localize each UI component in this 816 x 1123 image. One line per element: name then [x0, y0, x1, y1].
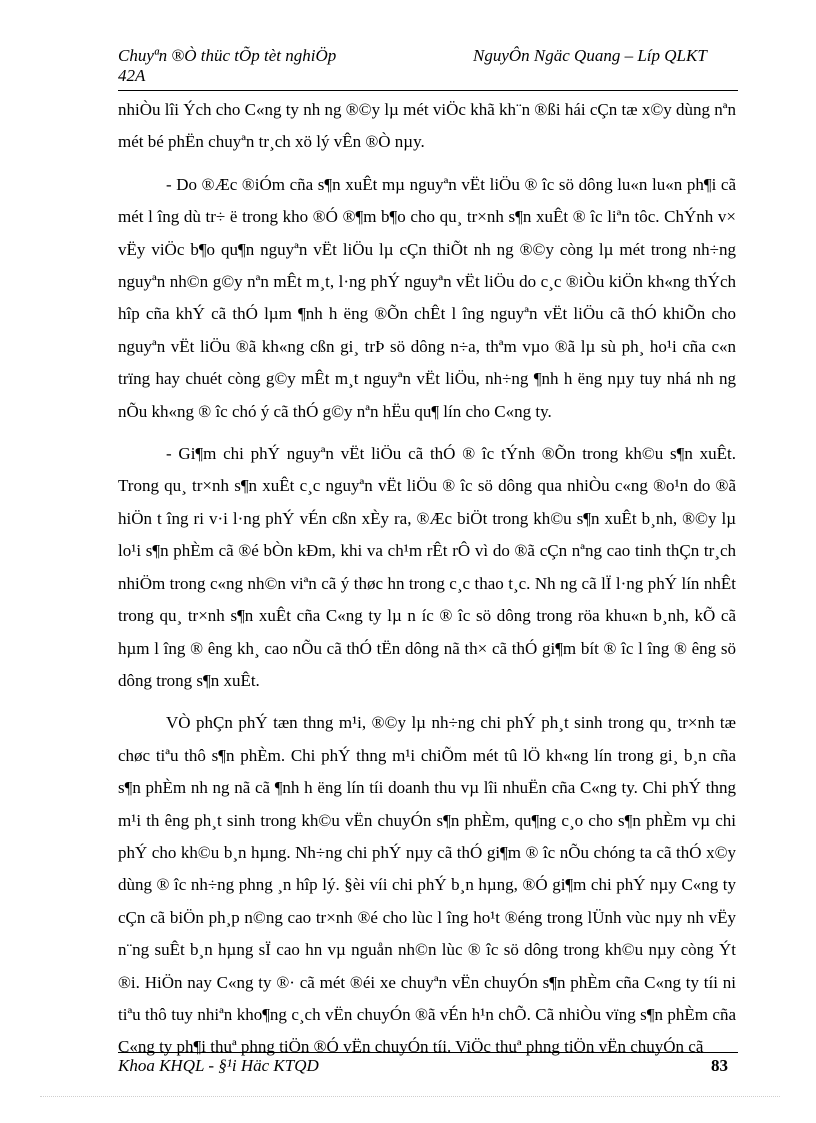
header-topic-line1: Chuyªn ®Ò thüc tÕp tèt nghiÖp	[118, 46, 337, 65]
paragraph: VÒ phÇn phÝ tæn thng m¹i, ®©y lµ nh÷ng chi phÝ ph¸t sinh trong qu¸ tr×nh tæ chøc tiªu thô s¶n phÈm. Chi phÝ thng m¹i chiÕm mét tû lÖ kh«ng lín trong gi¸ b¸n cña s¶n phÈm nh ng nã cã ¶nh h ëng lín tíi doanh thu vµ lîi nhuËn cña C«ng ty. Chi phÝ thng m¹i th êng ph¸t sinh trong kh©u vËn chuyÓn s¶n phÈm, qu¶ng c¸o cho s¶n phÈm vµ chi phÝ cho kh©u b¸n hµng. Nh÷ng chi phÝ nµy cã thÓ gi¶m ® îc nÕu chóng ta cã thÓ x©y dùng ® îc nh÷ng phng ¸n hîp lý. §èi víi chi phÝ b¸n hµng, ®Ó gi¶m chi phÝ nµy C«ng ty cÇn cã biÖn ph¸p n©ng cao tr×nh ®é cho lùc l îng ho¹t ®éng trong lÜnh vùc nµy nh vËy n¨ng suÊt b¸n hµng sÏ cao hn vµ nguån nh©n lùc ® îc sö dông trong kh©u nµy còng Ýt ®i. HiÖn nay C«ng ty ®· cã mét ®éi xe chuyªn vËn chuyÓn s¶n phÈm cña C«ng ty tíi ni tiªu thô tuy nhiªn kho¶ng c¸ch vËn chuyÓn ®ã vÉn h¹n chÕ. Cã nhiÒu vïng s¶n phÈm cña C«ng ty ph¶i thuª phng tiÖn ®Ó vËn chuyÓn tíi. ViÖc thuª phng tiÖn vËn chuyÓn cã	[118, 713, 736, 1057]
paragraph: - Gi¶m chi phÝ nguyªn vËt liÖu cã thÓ ® îc tÝnh ®Õn trong kh©u s¶n xuÊt. Trong qu¸ tr×nh s¶n xuÊt c¸c nguyªn vËt liÖu ® îc sö dông qua nhiÒu c«ng ®o¹n do ®ã hiÖn t îng ri v·i l·ng phÝ vÉn cßn xÈy ra, ®Æc biÖt trong kh©u s¶n xuÊt b¸nh, ®©y lµ lo¹i s¶n phÈm cã ®é bÒn kÐm, khi va ch¹m rÊt rÔ vì do ®ã cÇn nªng cao tinh thÇn tr¸ch nhiÖm trong c«ng nh©n viªn cã ý thøc hn trong c¸c thao t¸c. Nh ng cã lÏ l·ng phÝ lín nhÊt trong qu¸ tr×nh s¶n xuÊt cña C«ng ty lµ n íc ® îc sö dông trong röa khu«n b¸nh, kÕ cã hµm l îng ® êng kh¸ cao nÕu cã thÓ tËn dông nã th× cã thÓ gi¶m bít ® îc l îng ® êng sö dông trong s¶n xuÊt.	[118, 444, 736, 690]
header-topic-line2: 42A	[118, 66, 146, 85]
footer-rule	[118, 1052, 738, 1053]
header-author: NguyÔn Ngäc Quang – Líp QLKT	[473, 46, 707, 65]
header-topic	[118, 46, 438, 86]
paragraph: - Do ®Æc ®iÓm cña s¶n xuÊt mµ nguyªn vËt liÖu ® îc sö dông lu«n lu«n ph¶i cã mét l îng dù tr÷ ë trong kho ®Ó ®¶m b¶o cho qu¸ tr×nh s¶n xuÊt ® îc liªn tôc. ChÝnh v× vËy viÖc b¶o qu¶n nguyªn vËt liÖu lµ cÇn thiÕt nh ng ®©y còng lµ mét trong nh÷ng nguyªn nh©n g©y nªn mÊt m¸t, l·ng phÝ nguyªn vËt liÖu do c¸c ®iÒu kiÖn kh«ng thÝch hîp cña khÝ cã thÓ lµm ¶nh h ëng ®Õn chÊt l îng nguyªn vËt liÖu cã thÓ khiÕn cho nguyªn vËt liÖu ®ã kh«ng cßn gi¸ trÞ sö dông n÷a, thªm vµo ®ã lµ sù ph¸ ho¹i cña c«n trïng hay chuét còng g©y mÊt m¸t nguyªn vËt liÖu, nh÷ng ¶nh h ëng nµy tuy nhá nh ng nÕu kh«ng ® îc chó ý cã thÓ g©y nªn hËu qu¶ lín cho C«ng ty.	[118, 174, 736, 421]
footer-institution: Khoa KHQL - §¹i Häc KTQD	[118, 1056, 319, 1075]
header-rule	[118, 90, 738, 91]
body-text	[118, 94, 736, 1074]
page-number: 83	[711, 1056, 728, 1075]
page-bottom-divider	[40, 1096, 780, 1097]
paragraph: nhiÒu lîi Ých cho C«ng ty nh ng ®©y lµ mét viÖc khã kh¨n ®ßi hái cÇn tæ x©y dùng nªn mét bé phËn chuyªn tr¸ch xö lý vÊn ®Ò nµy.	[118, 100, 736, 152]
